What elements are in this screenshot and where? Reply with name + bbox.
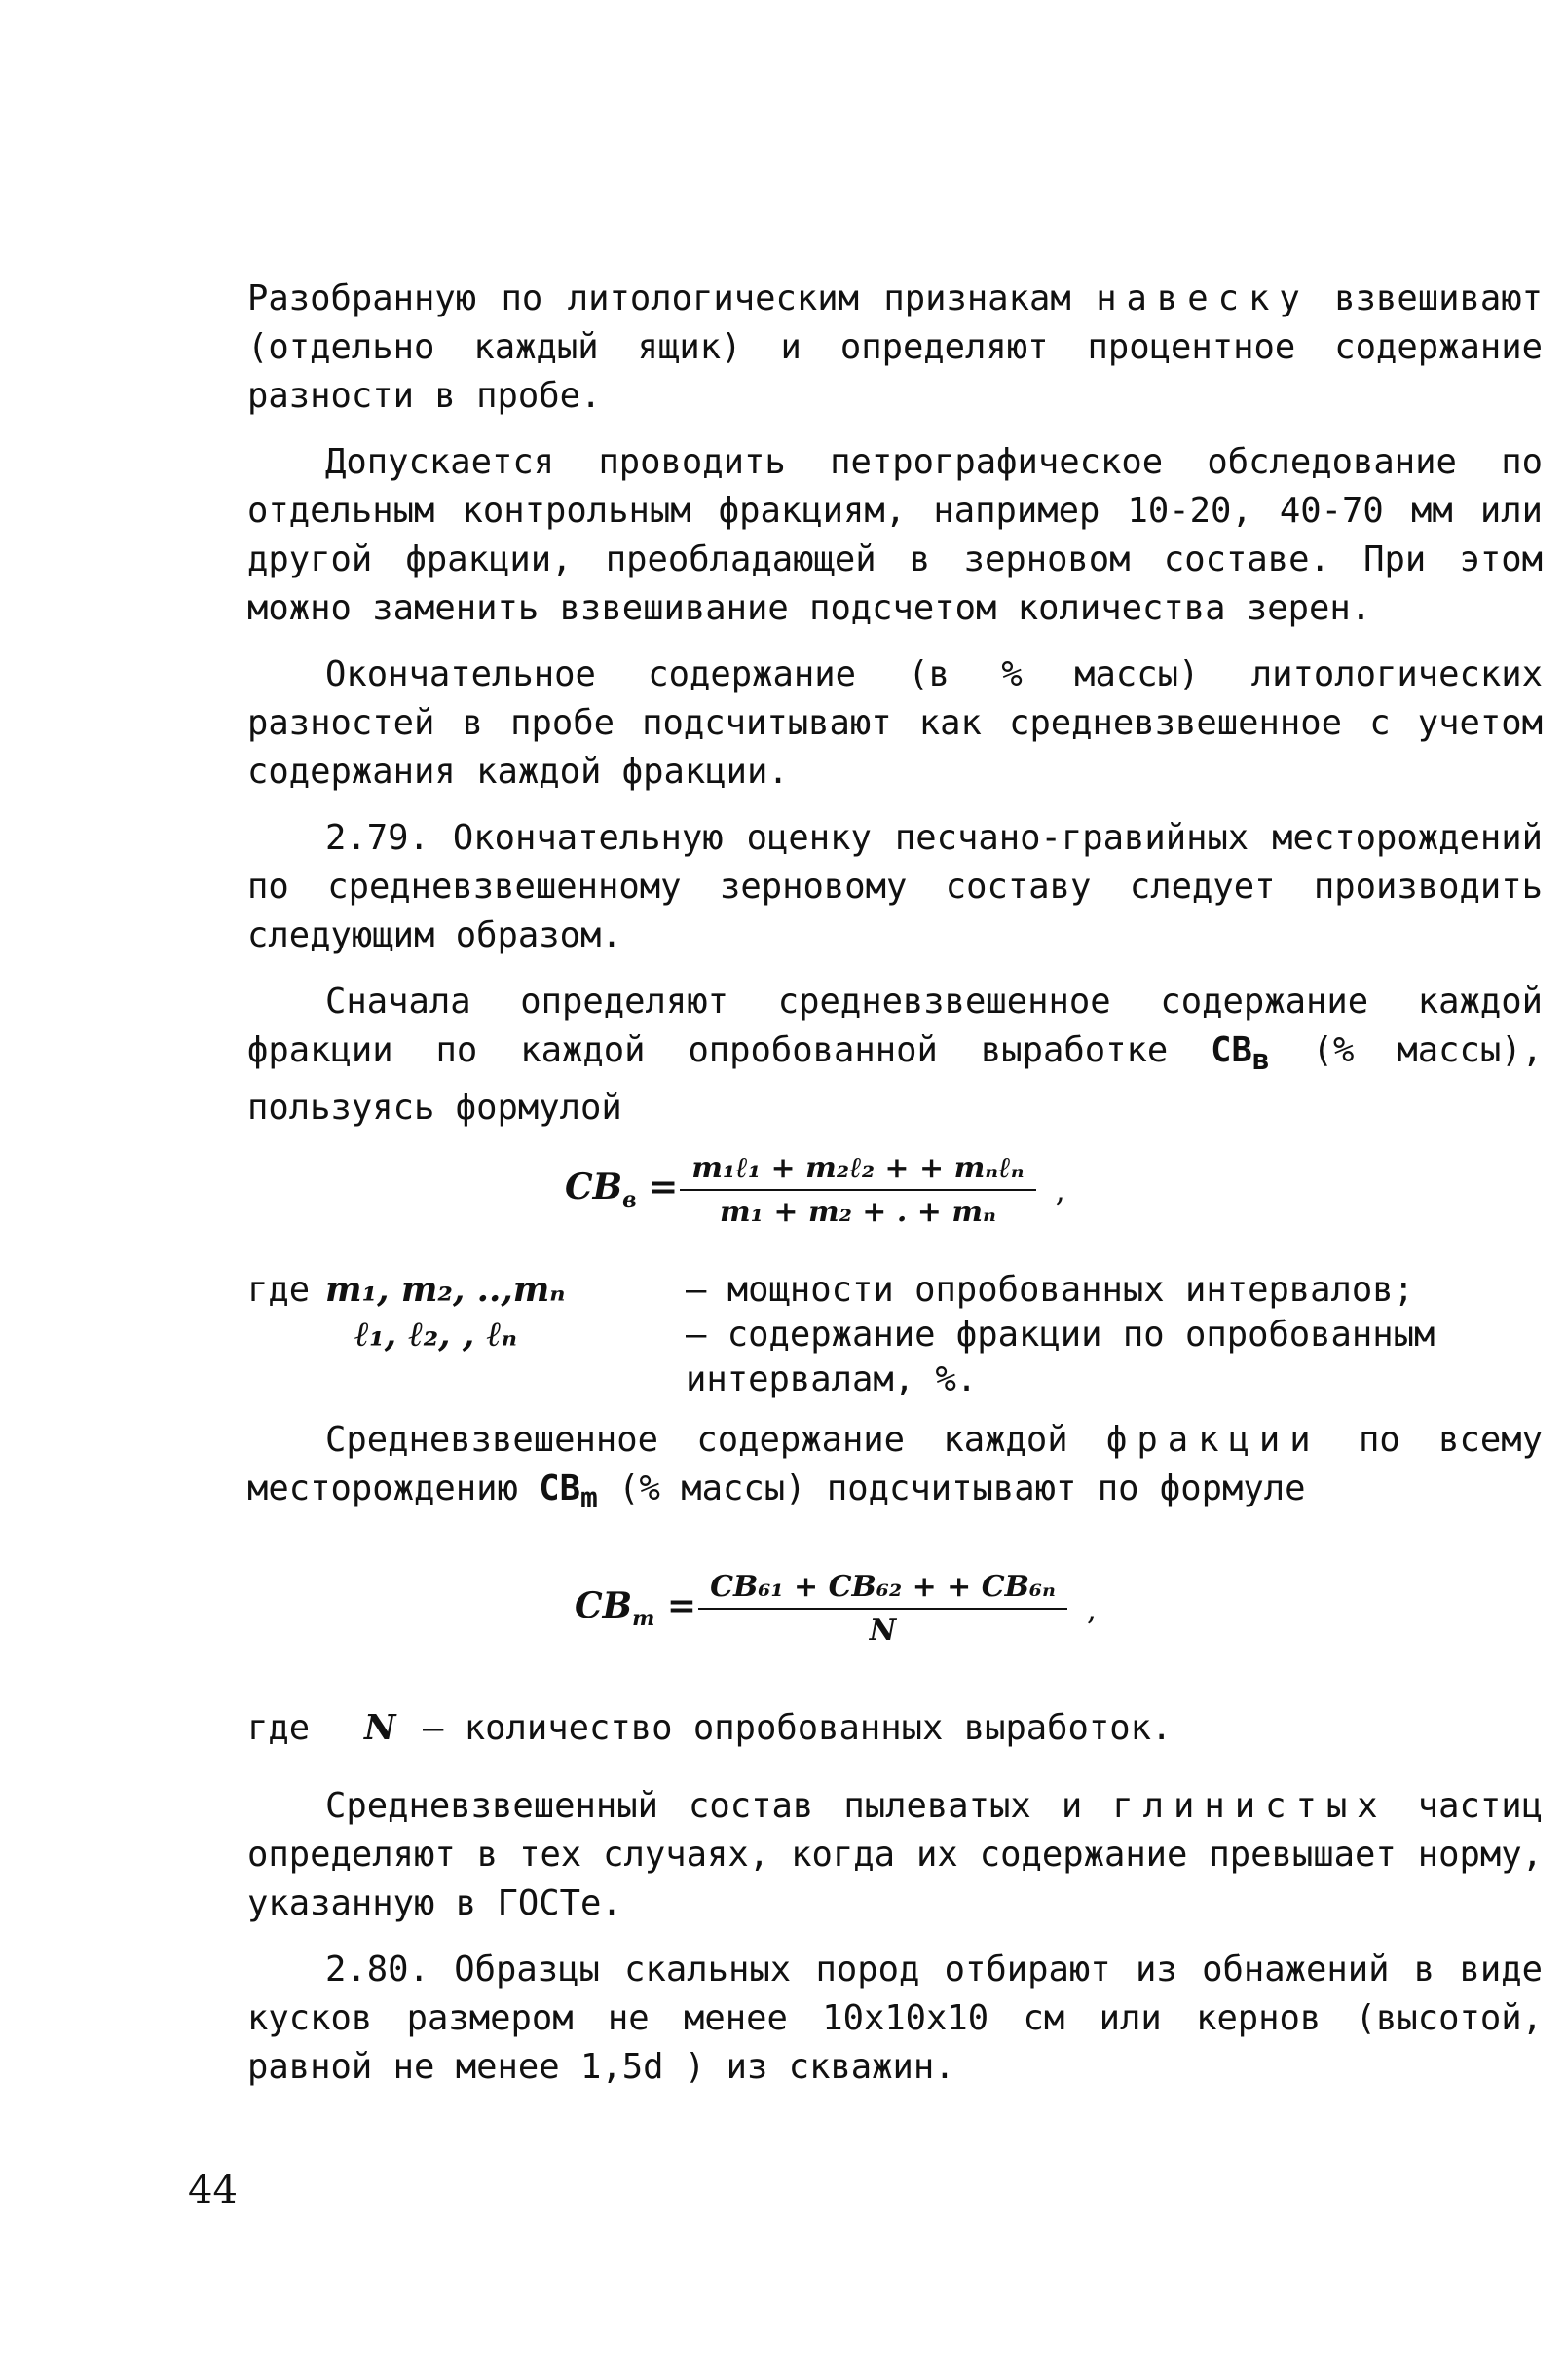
formula-legend-1 (247, 1268, 1543, 1402)
formula-lhs: $CB_в$ = (565, 1167, 679, 1213)
emphasized-word: фракции (1106, 1420, 1321, 1460)
paragraph-2: Допускается проводить петрографическое обследование по отдельным контрольным фракциям, например 10-20, 40-70 мм или другой фракции, преобладающей в зерновом составе. При этом можно заменить взвешивание подсчетом количества зерен. (247, 442, 1543, 628)
formula-lhs: $CB_m$ = (575, 1585, 697, 1632)
legend-text: – мощности опробованных интервалов; (686, 1270, 1415, 1310)
paragraph-1: Разобранную по литологическим признакам навеску взвешивают (отдельно каждый ящик) и определяют процентное содержание разности в пробе. (247, 279, 1543, 416)
formula-weighted-average-working: $CB_в$ = $\frac{\text{m₁ℓ₁ + m₂ℓ₂ + + mₙℓₙ}}{\text{m₁ + m₂ + . + mₙ}}$ , (565, 1151, 1065, 1229)
paragraph-6: Средневзвешенное содержание каждой фракции по всему месторождению $CB_m$ (% массы) подсчитывают по формуле (247, 1420, 1543, 1515)
legend-text: – содержание фракции по опробованным интервалам, %. (686, 1315, 1436, 1399)
formula-legend-2 (247, 1706, 1172, 1751)
text-block-middle (247, 1416, 1543, 1522)
text-block-bottom (247, 1782, 1543, 2092)
formula-denominator: m₁ + m₂ + . + mₙ (680, 1189, 1035, 1229)
legend-row: где N – количество опробованных выработок. (247, 1706, 1172, 1751)
page-number: 44 (188, 2168, 238, 2213)
legend-row: где m₁, m₂, ..,mₙ – мощности опробованных интервалов; (247, 1268, 1543, 1313)
emphasized-word: навеску (1096, 279, 1310, 318)
legend-text: – количество опробованных выработок. (423, 1708, 1173, 1748)
inline-symbol: $CB_в$ (1211, 1030, 1270, 1077)
formula-numerator: m₁ℓ₁ + m₂ℓ₂ + + mₙℓₙ (691, 1151, 1025, 1185)
formula-numerator: CB₆₁ + CB₆₂ + + CB₆ₙ (710, 1570, 1056, 1604)
inline-symbol: $CB_m$ (539, 1469, 598, 1515)
formula-weighted-average-deposit: $CB_m$ = $\frac{\text{CB₆₁ + CB₆₂ + + CB₆ₙ}}{N}$ , (575, 1570, 1098, 1648)
paragraph-5: Сначала определяют средневзвешенное содержание каждой фракции по каждой опробованной выработке $CB_в$ (% массы), пользуясь формулой (247, 982, 1543, 1129)
legend-symbol: N (364, 1708, 396, 1748)
paragraph-3: Окончательное содержание (в % массы) литологических разностей в пробе подсчитывают как средневзвешенное с учетом содержания каждой фракции. (247, 654, 1543, 792)
formula-fraction (704, 1570, 1062, 1648)
paragraph-4: 2.79. Окончательную оценку песчано-гравийных месторождений по средневзвешенному зерновому составу следует производить следующим образом. (247, 818, 1543, 955)
legend-symbol: ℓ₁, ℓ₂, , ℓₙ (354, 1315, 518, 1355)
legend-symbol: m₁, m₂, ..,mₙ (325, 1270, 566, 1310)
formula-fraction (686, 1151, 1029, 1229)
paragraph-7: Средневзвешенный состав пылеватых и глинистых частиц определяют в тех случаях, когда их содержание превышает норму, указанную в ГОСТе. (247, 1786, 1543, 1923)
emphasized-word: глинистых (1112, 1786, 1388, 1826)
formula-denominator: N (698, 1608, 1067, 1648)
text-block-top (247, 275, 1543, 1133)
legend-row (247, 1313, 1543, 1402)
paragraph-8: 2.80. Образцы скальных пород отбирают из обнажений в виде кусков размером не менее 10x10x10 см или кернов (высотой, равной не менее 1,5d ) из скважин. (247, 1950, 1543, 2087)
